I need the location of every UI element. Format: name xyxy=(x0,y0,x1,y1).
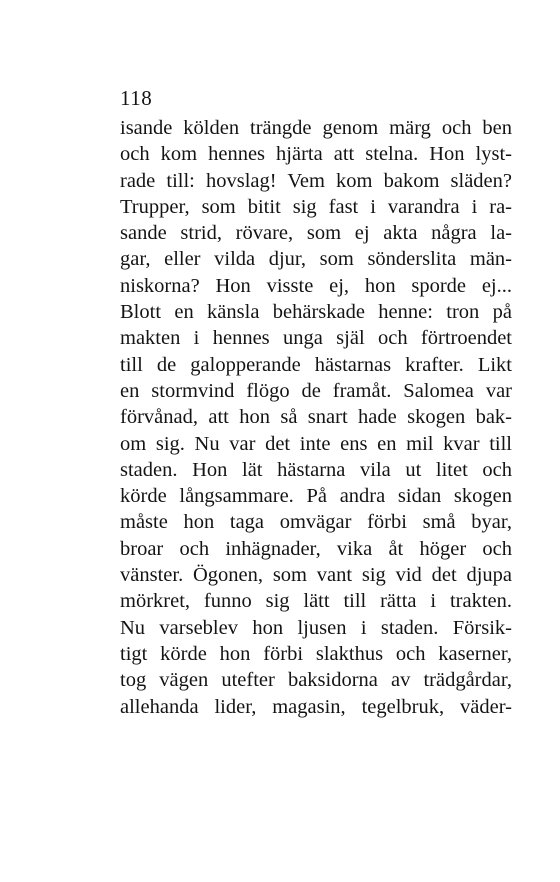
text-line: gar, eller vilda djur, som sönderslita män- xyxy=(120,248,512,271)
text-line: allehanda lider, magasin, tegelbruk, väder- xyxy=(120,695,512,718)
text-line: en stormvind flögo de framåt. Salomea var xyxy=(120,379,512,402)
text-line: måste hon taga omvägar förbi små byar, xyxy=(120,511,512,534)
text-line: mörkret, funno sig lätt till rätta i trakten. xyxy=(120,590,512,613)
text-line: tog vägen utefter baksidorna av trädgårdar, xyxy=(120,669,512,692)
text-line: rade till: hovslag! Vem kom bakom släden? xyxy=(120,169,512,192)
text-line: förvånad, att hon så snart hade skogen bak- xyxy=(120,406,512,429)
text-line: Nu varseblev hon ljusen i staden. Försik- xyxy=(120,616,512,639)
body-text xyxy=(120,115,512,720)
text-line: och kom hennes hjärta att stelna. Hon lyst- xyxy=(120,143,512,166)
text-line: Trupper, som bitit sig fast i varandra i ra- xyxy=(120,195,512,218)
text-line: körde långsammare. På andra sidan skogen xyxy=(120,485,512,508)
text-line: niskorna? Hon visste ej, hon sporde ej... xyxy=(120,274,512,297)
page-number: 118 xyxy=(120,86,153,110)
text-line: Blott en känsla behärskade henne: tron på xyxy=(120,301,512,324)
text-line: makten i hennes unga själ och förtroendet xyxy=(120,327,512,350)
text-line: sande strid, rövare, som ej akta några la- xyxy=(120,222,512,245)
text-line: vänster. Ögonen, som vant sig vid det djupa xyxy=(120,564,512,587)
text-line: till de galopperande hästarnas krafter. Likt xyxy=(120,353,512,376)
text-line: om sig. Nu var det inte ens en mil kvar till xyxy=(120,432,512,455)
text-line: broar och inhägnader, vika åt höger och xyxy=(120,537,512,560)
text-line: staden. Hon lät hästarna vila ut litet och xyxy=(120,458,512,481)
text-line: isande kölden trängde genom märg och ben xyxy=(120,117,512,139)
text-line: tigt körde hon förbi slakthus och kaserner, xyxy=(120,642,512,665)
